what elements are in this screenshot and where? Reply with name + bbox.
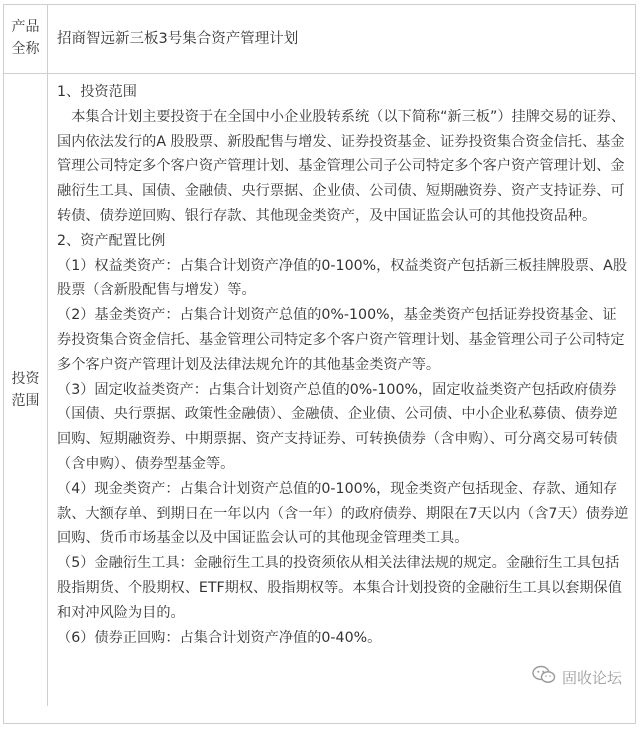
- allocation-fund: （2）基金类资产：占集合计划资产总值的0%-100%，基金类资产包括证券投资基金、证券投资集合资金信托、基金管理公司特定多个客户资产管理计划、基金管理公司子公司特定多个客户资产管理计划及法律法规允许的其他基金类资产等。: [57, 307, 625, 373]
- watermark-text: 固收论坛: [561, 668, 622, 687]
- allocation-equity: （1）权益类资产：占集合计划资产净值的0-100%，权益类资产包括新三板挂牌股票、A股股票（含新股配售与增发）等。: [57, 257, 628, 299]
- wechat-icon: [532, 665, 556, 689]
- allocation-cash: （4）现金类资产：占集合计划资产总值的0-100%，现金类资产包括现金、存款、通知存款、大额存单、到期日在一年以内（含一年）的政府债券、期限在7天以内（含7天）债券逆回购、货币市场基金以及中国证监会认可的其他现金管理类工具。: [57, 480, 629, 547]
- section-heading-allocation: 2、资产配置比例: [57, 232, 166, 249]
- scope-description: 本集合计划主要投资于在全国中小企业股转系统（以下简称“新三板”）挂牌交易的证券、国内依法发行的A 股股票、新股配售与增发、证券投资基金、证券投资集合资金信托、基金管理公司特定多个客户资产管理计划、基金管理公司子公司特定多个客户资产管理计划、金融衍生工具、国债、金融债、央行票据、企业债、公司债、短期融资券、资产支持证券、可转债、债券逆回购、银行存款、其他现金类资产，及中国证监会认可的其他投资品种。: [57, 108, 626, 224]
- product-name-label-cell: [4, 5, 48, 73]
- allocation-derivatives: （5）金融衍生工具：金融衍生工具的投资须依从相关法律法规的规定。金融衍生工具包括股指期货、个股期权、ETF期权、股指期权等。本集合计划投资的金融衍生工具以套期保值和对冲风险为目的。: [57, 555, 622, 621]
- investment-scope-row: [4, 74, 635, 734]
- investment-scope-content: [57, 80, 629, 650]
- investment-scope-label-cell: [4, 74, 48, 706]
- allocation-repo: （6）债券正回购：占集合计划资产净值的0-40%。: [57, 629, 382, 646]
- investment-scope-label: 投资范围: [11, 371, 40, 409]
- section-heading-scope: 1、投资范围: [57, 84, 137, 100]
- watermark: [528, 663, 626, 691]
- allocation-fixed-income: （3）固定收益类资产：占集合计划资产总值的0%-100%，固定收益类资产包括政府债券（国债、央行票据、政策性金融债）、金融债、企业债、公司债、中小企业私募债、债券逆回购、短期融资券、中期票据、资产支持证券、可转换债券（含申购）、可分离交易可转债（含申购）、债券型基金等。: [57, 381, 618, 472]
- product-name: 招商智远新三板3号集合资产管理计划: [57, 31, 299, 47]
- product-name-value-cell: [48, 5, 635, 73]
- product-name-label: 产品全称: [11, 19, 40, 57]
- product-table: [3, 4, 636, 724]
- investment-scope-value-cell: [48, 74, 635, 734]
- product-name-row: [4, 5, 635, 74]
